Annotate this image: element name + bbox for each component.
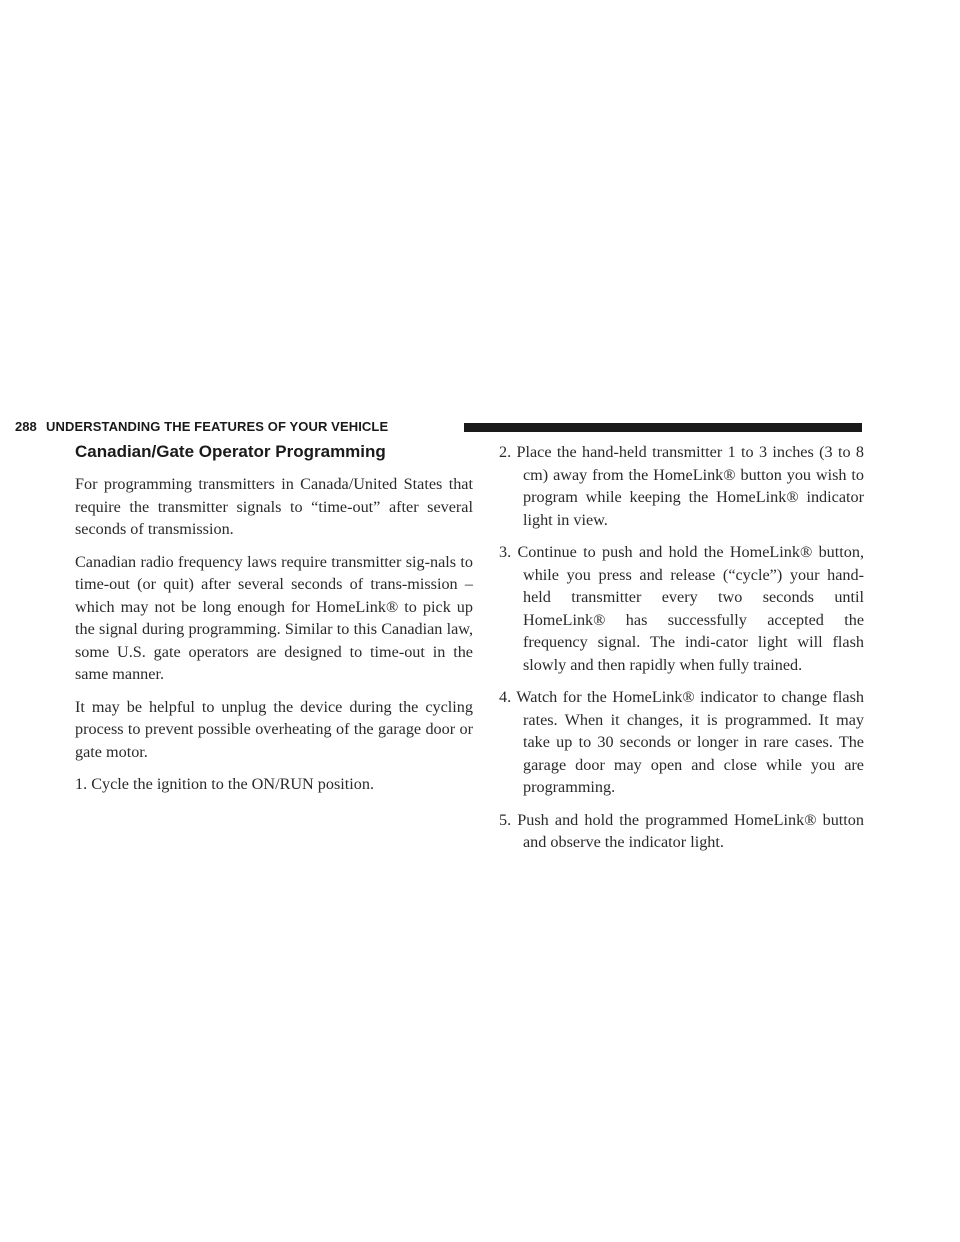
section-heading: Canadian/Gate Operator Programming xyxy=(75,442,386,461)
step-4: 4. Watch for the HomeLink® indicator to change flash rates. When it changes, it is programmed. It may take up to 30 seconds or longer in rare cases. The garage door may open and close while you are programming. xyxy=(499,688,864,796)
step-2: 2. Place the hand-held transmitter 1 to 3 inches (3 to 8 cm) away from the HomeLink® button you wish to program while keeping the HomeLink® indicator light in view. xyxy=(499,443,864,529)
right-column xyxy=(499,441,864,864)
page-number: 288 xyxy=(15,419,37,434)
page-header xyxy=(0,418,862,436)
section-title: UNDERSTANDING THE FEATURES OF YOUR VEHICLE xyxy=(46,419,389,434)
paragraph-intro: For programming transmitters in Canada/United States that require the transmitter signals to “time-out” after several seconds of transmission. xyxy=(75,475,473,538)
paragraph-unplug-advice: It may be helpful to unplug the device during the cycling process to prevent possible overheating of the garage door or gate motor. xyxy=(75,697,473,761)
paragraph-canadian-law: Canadian radio frequency laws require transmitter sig-nals to time-out (or quit) after several seconds of trans-mission – which may not be long enough for HomeLink® to pick up the signal during programming. Similar to this Canadian law, some U.S. gate operators are designed to time-out in the same manner. xyxy=(75,552,473,683)
left-column xyxy=(75,441,473,806)
step-5: 5. Push and hold the programmed HomeLink® button and observe the indicator light. xyxy=(499,810,864,851)
step-3: 3. Continue to push and hold the HomeLink® button, while you press and release (“cycle”) your hand-held transmitter every two seconds until HomeLink® has successfully accepted the frequency signal. The indi-cator light will flash slowly and then rapidly when fully trained. xyxy=(499,543,864,674)
step-1: 1. Cycle the ignition to the ON/RUN position. xyxy=(75,775,375,793)
header-rule xyxy=(464,423,862,432)
